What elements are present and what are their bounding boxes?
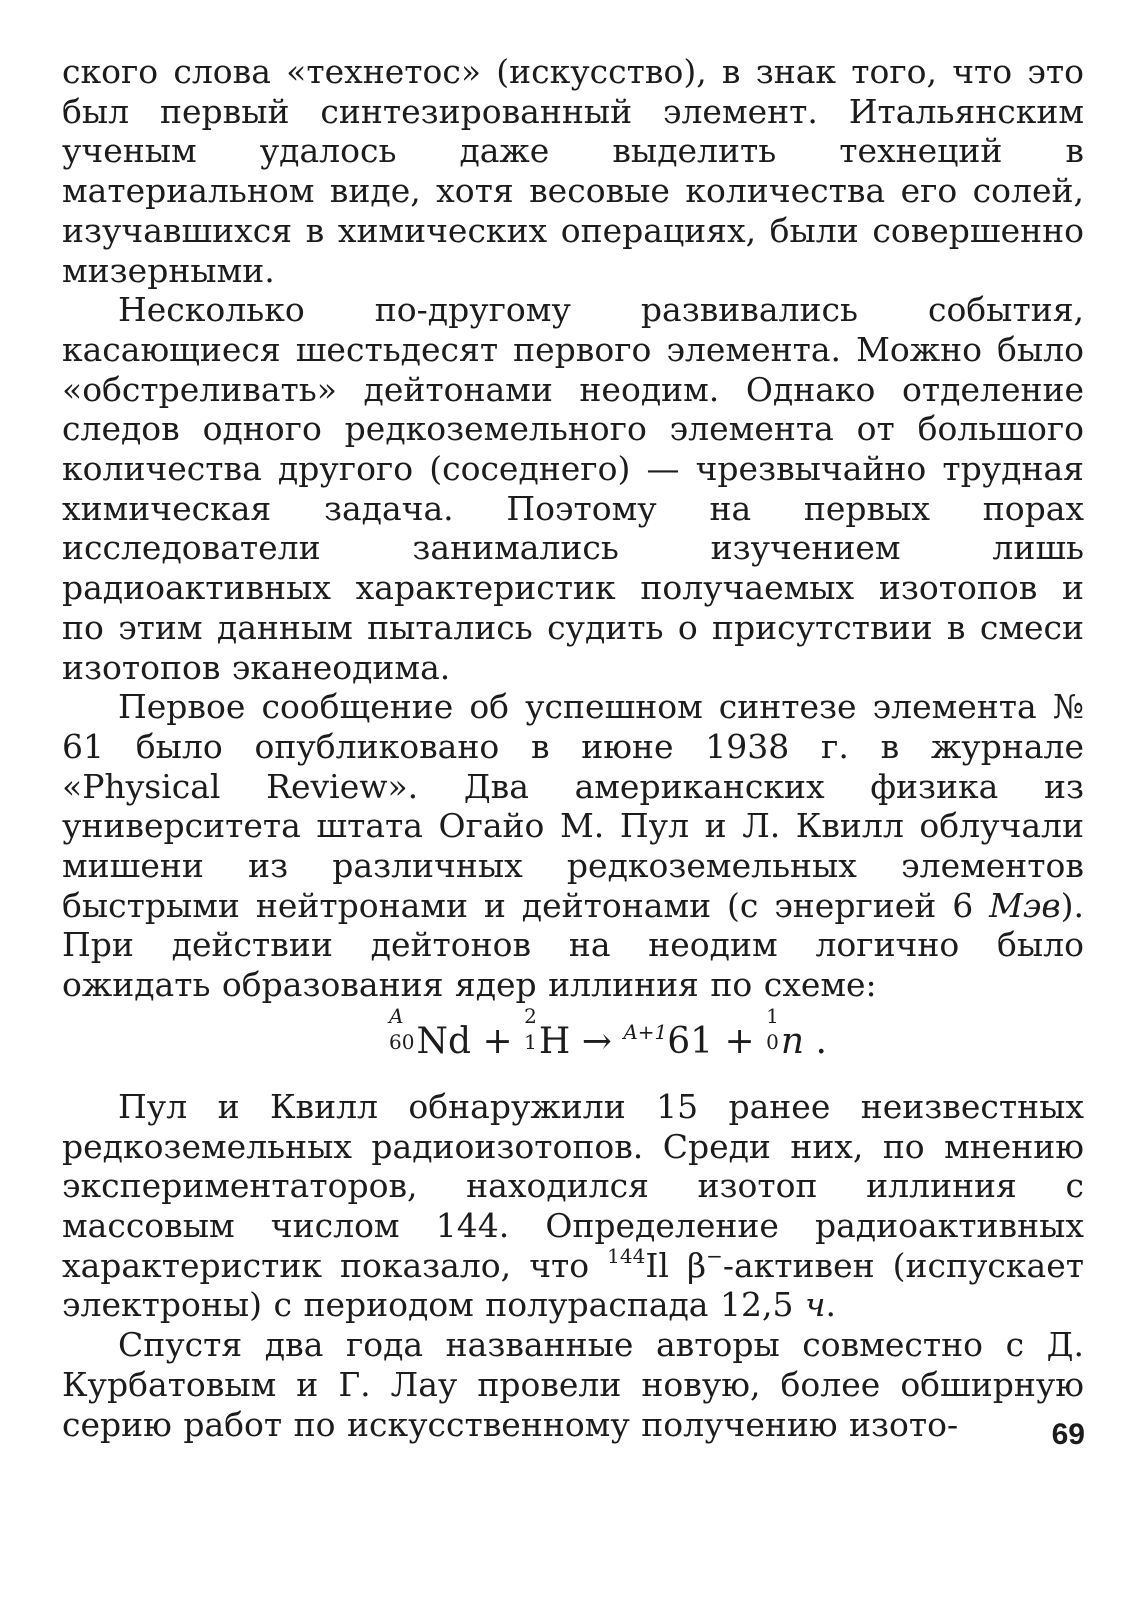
nuclear-reaction-formula — [62, 1003, 1084, 1073]
paragraph-2 — [62, 290, 1084, 687]
energy-unit: Мэв — [989, 885, 1061, 925]
reaction-arrow: → — [570, 1020, 624, 1062]
illinium-mass-number: 144 — [607, 1243, 646, 1268]
neodymium-symbol: Nd — [416, 1020, 472, 1062]
deuterium-atomic-number: 1 — [524, 1029, 537, 1054]
beta-minus-sign: − — [706, 1243, 723, 1268]
paragraph-3-text-b: ). При действии дейтонов на неодим логично было ожидать образования ядер иллиния по схеме: — [62, 885, 1084, 1005]
plus-sign: + — [713, 1020, 767, 1062]
paragraph-5 — [62, 1325, 1084, 1444]
paragraph-2-text: Несколько по-другому развивались события, касающиеся шестьдесят первого элемента. Можно было «обстреливать» дейтонами неодим. Однако отделение следов одного редкоземельного элемента от большого количества другого (соседнего) — чрезвычайно трудная химическая задача. Поэтому на первых порах исследователи занимались изучением лишь радиоактивных характеристик получаемых изотопов и по этим данным пытались судить о присутствии в смеси изотопов эканеодима. — [62, 290, 1084, 687]
plus-sign: + — [471, 1020, 525, 1062]
product-mass-number: A+1 — [623, 1019, 668, 1044]
paragraph-4-text-b: -активен (испускает электроны) с периодом полураспада 12,5 — [62, 1245, 1084, 1325]
neutron-mass-number: 1 — [766, 1003, 779, 1028]
formula-period: . — [804, 1020, 827, 1062]
neutron-indices — [766, 1003, 779, 1056]
paragraph-4-period: . — [825, 1285, 836, 1325]
neodymium-mass-number: A — [389, 1003, 404, 1028]
illinium-symbol: Il — [645, 1245, 669, 1285]
neodymium-isotope-indices — [389, 1003, 415, 1056]
deuterium-mass-number: 2 — [524, 1003, 537, 1028]
paragraph-3 — [62, 687, 1084, 1005]
neodymium-atomic-number: 60 — [389, 1029, 415, 1054]
text-body — [62, 52, 1084, 1444]
paragraph-4-text-a: Пул и Квилл обнаружили 15 ранее неизвестных редкоземельных радиоизотопов. Среди них, по мнению экспериментаторов, находился изотоп иллиния с массовым числом 144. Определение радиоактивных характеристик показало, что — [62, 1086, 1084, 1285]
hydrogen-symbol: H — [538, 1020, 571, 1062]
neutron-charge-number: 0 — [766, 1029, 779, 1054]
paragraph-5-text: Спустя два года названные авторы совместно с Д. Курбатовым и Г. Лау провели новую, более обширную серию работ по искусственному получению изото- — [62, 1325, 1084, 1444]
paragraph-3-text-a: Первое сообщение об успешном синтезе элемента № 61 было опубликовано в июне 1938 г. в журнале «Physical Review». Два американских физика из университета штата Огайо М. Пул и Л. Квилл облучали мишени из различных редкоземельных элементов быстрыми нейтронами и дейтонами (с энергией 6 — [62, 687, 1084, 925]
paragraph-1-text: ского слова «технетос» (искусство), в знак того, что это был первый синтезированный элемент. Итальянским ученым удалось даже выделить технеций в материальном виде, хотя весовые количества его солей, изучавшихся в химических операциях, были совершенно мизерными. — [62, 52, 1084, 290]
page-number: 69 — [1051, 1418, 1085, 1451]
product-element-number: 61 — [667, 1020, 714, 1062]
beta-symbol: β — [668, 1245, 707, 1285]
paragraph-4 — [62, 1087, 1084, 1325]
hours-unit: ч — [804, 1285, 826, 1325]
neutron-symbol: n — [780, 1020, 805, 1062]
deuterium-isotope-indices — [524, 1003, 537, 1056]
paragraph-1 — [62, 52, 1084, 290]
